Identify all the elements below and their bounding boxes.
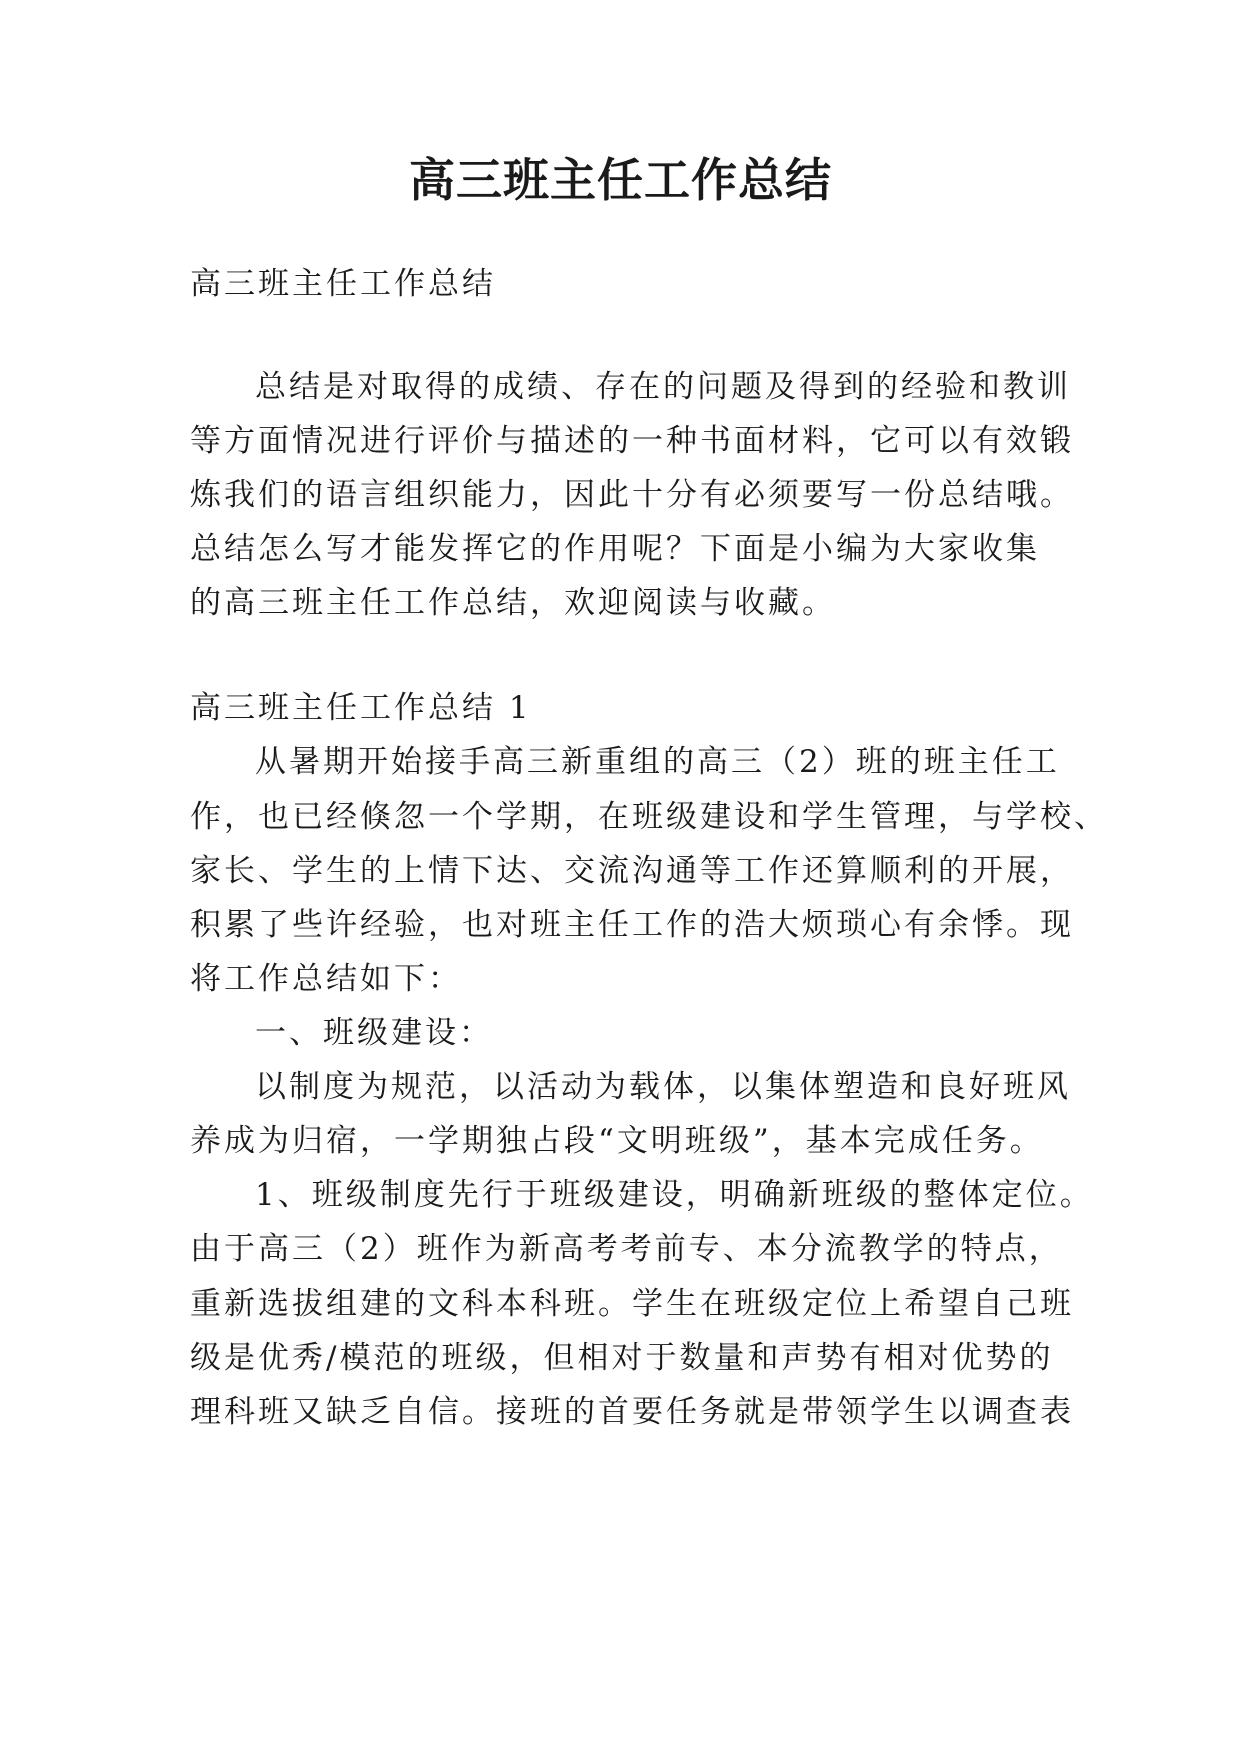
- section-heading: 高三班主任工作总结 1: [190, 690, 532, 726]
- item1-line: 理科班又缺乏自信。接班的首要任务就是带领学生以调查表: [190, 1394, 1074, 1430]
- item1-line: 由于高三（2）班作为新高考考前专、本分流教学的特点，: [190, 1231, 1063, 1267]
- intro-line: 总结是对取得的成绩、存在的问题及得到的经验和教训: [255, 369, 1071, 405]
- section-line: 从暑期开始接手高三新重组的高三（2）班的班主任工: [255, 744, 1060, 780]
- section-line: 将工作总结如下：: [190, 961, 462, 997]
- subheading: 一、班级建设：: [255, 1015, 493, 1051]
- intro-line: 总结怎么写才能发挥它的作用呢？下面是小编为大家收集: [190, 531, 1040, 567]
- document-subtitle: 高三班主任工作总结: [190, 266, 496, 302]
- intro-line: 的高三班主任工作总结，欢迎阅读与收藏。: [190, 585, 836, 621]
- class-building-line: 以制度为规范，以活动为载体，以集体塑造和良好班风: [255, 1069, 1071, 1105]
- intro-line: 炼我们的语言组织能力，因此十分有必须要写一份总结哦。: [190, 477, 1074, 513]
- intro-line: 等方面情况进行评价与描述的一种书面材料，它可以有效锻: [190, 423, 1074, 459]
- item1-line: 重新选拔组建的文科本科班。学生在班级定位上希望自己班: [190, 1286, 1074, 1322]
- item1-line: 级是优秀/模范的班级，但相对于数量和声势有相对优势的: [190, 1340, 1054, 1376]
- item1-line: 1、班级制度先行于班级建设，明确新班级的整体定位。: [255, 1177, 1094, 1213]
- section-line: 家长、学生的上情下达、交流沟通等工作还算顺利的开展，: [190, 853, 1074, 889]
- class-building-line: 养成为归宿，一学期独占段“文明班级”，基本完成任务。: [190, 1123, 1044, 1159]
- page-title: 高三班主任工作总结: [409, 153, 832, 207]
- section-line: 作，也已经倏忽一个学期，在班级建设和学生管理，与学校、: [190, 799, 1108, 835]
- section-line: 积累了些许经验，也对班主任工作的浩大烦琐心有余悸。现: [190, 907, 1074, 943]
